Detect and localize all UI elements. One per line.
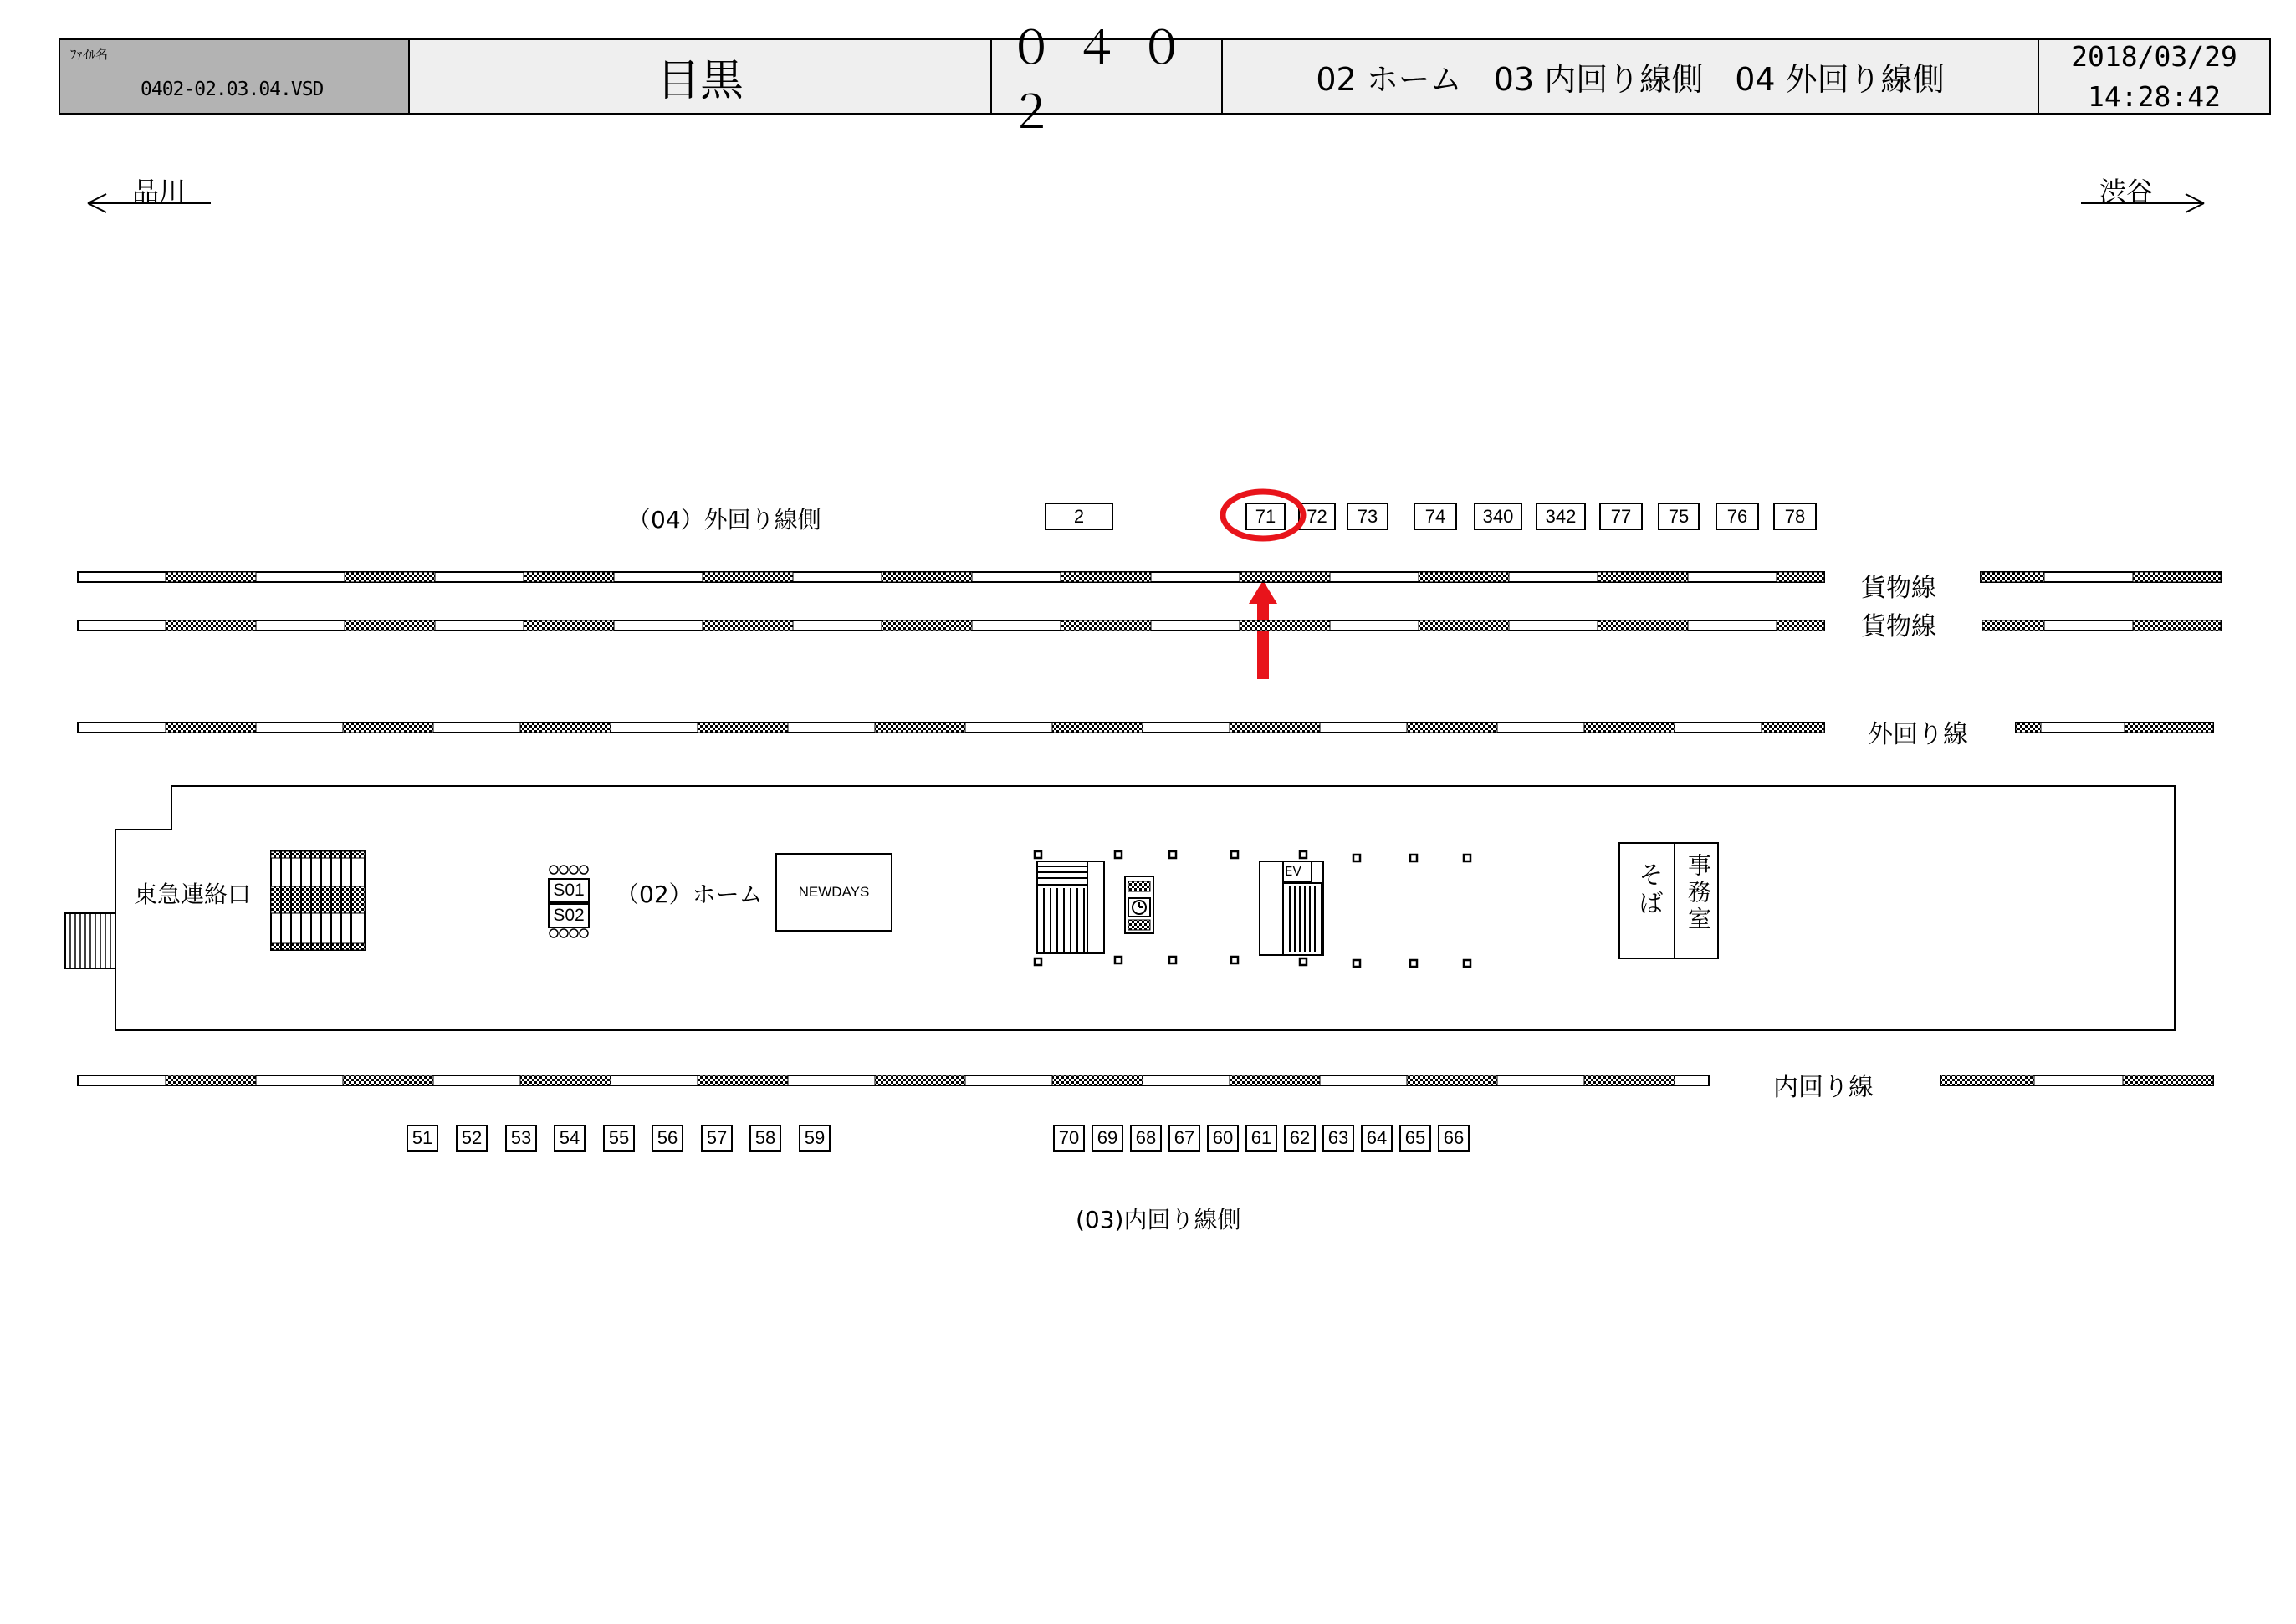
track-label-freight-2: 貨物線 [1861, 612, 1936, 641]
ad-box-342: 342 [1536, 503, 1586, 530]
ad-box-2: 2 [1045, 503, 1113, 530]
ad-box-78: 78 [1773, 503, 1817, 530]
ad-box-62: 62 [1284, 1125, 1316, 1152]
ad-box-340: 340 [1474, 503, 1522, 530]
ad-box-66: 66 [1438, 1125, 1470, 1152]
ad-box-52: 52 [456, 1125, 488, 1152]
ad-box-75: 75 [1658, 503, 1700, 530]
ad-box-73: 73 [1347, 503, 1388, 530]
office-label: 事務室 [1685, 853, 1712, 933]
ad-box-71: 71 [1245, 503, 1286, 530]
track-label-inner-loop: 内回り線 [1773, 1073, 1874, 1102]
direction-right-label: 渋谷 [2099, 176, 2154, 207]
date-text: 2018/03/29 [2071, 39, 2237, 73]
outer-side-label: （04）外回り線側 [627, 506, 821, 534]
ad-box-53: 53 [505, 1125, 537, 1152]
s-box-s01: S01 [548, 878, 590, 903]
file-name-value: 0402-02.03.04.VSD [141, 79, 324, 100]
track-label-outer-loop: 外回り線 [1868, 720, 1968, 749]
ad-box-58: 58 [749, 1125, 781, 1152]
station-name: 目黒 [410, 40, 992, 113]
tokyu-exit-stair [65, 913, 115, 968]
newdays-shop: NEWDAYS [775, 853, 892, 932]
track-inner-loop [78, 1075, 2213, 1085]
ad-box-72: 72 [1298, 503, 1336, 530]
ad-box-63: 63 [1322, 1125, 1354, 1152]
stairs-center [1037, 861, 1104, 953]
ad-box-61: 61 [1245, 1125, 1277, 1152]
ad-box-55: 55 [603, 1125, 635, 1152]
ad-box-69: 69 [1092, 1125, 1123, 1152]
ad-box-67: 67 [1168, 1125, 1200, 1152]
ad-box-59: 59 [799, 1125, 831, 1152]
stairs-left [271, 851, 365, 950]
track-label-freight-1: 貨物線 [1861, 574, 1936, 603]
ad-box-56: 56 [652, 1125, 683, 1152]
ad-box-54: 54 [554, 1125, 586, 1152]
ad-box-77: 77 [1599, 503, 1643, 530]
tokyu-exit-label: 東急連絡口 [134, 881, 252, 908]
elevator-label: EV [1285, 864, 1301, 879]
s-box-s02: S02 [548, 903, 590, 928]
ad-box-65: 65 [1399, 1125, 1431, 1152]
inner-side-label: (03)内回り線側 [1076, 1206, 1241, 1233]
soba-label: そば [1634, 861, 1663, 918]
ad-box-70: 70 [1053, 1125, 1085, 1152]
platform-label: （02）ホーム [616, 881, 763, 908]
ad-box-76: 76 [1716, 503, 1759, 530]
time-text: 14:28:42 [2088, 79, 2221, 113]
direction-left-label: 品川 [132, 176, 187, 207]
sheet-description: 02 ホーム 03 内回り線側 04 外回り線側 [1223, 40, 2039, 113]
file-name-label: ﾌｧｲﾙ名 [70, 47, 109, 62]
clock-icon [1125, 876, 1153, 933]
ad-box-60: 60 [1207, 1125, 1239, 1152]
ad-box-64: 64 [1361, 1125, 1393, 1152]
ad-box-51: 51 [407, 1125, 438, 1152]
ad-box-68: 68 [1130, 1125, 1162, 1152]
ad-box-74: 74 [1414, 503, 1457, 530]
station-code: ０４０２ [992, 40, 1223, 113]
ad-box-57: 57 [701, 1125, 733, 1152]
